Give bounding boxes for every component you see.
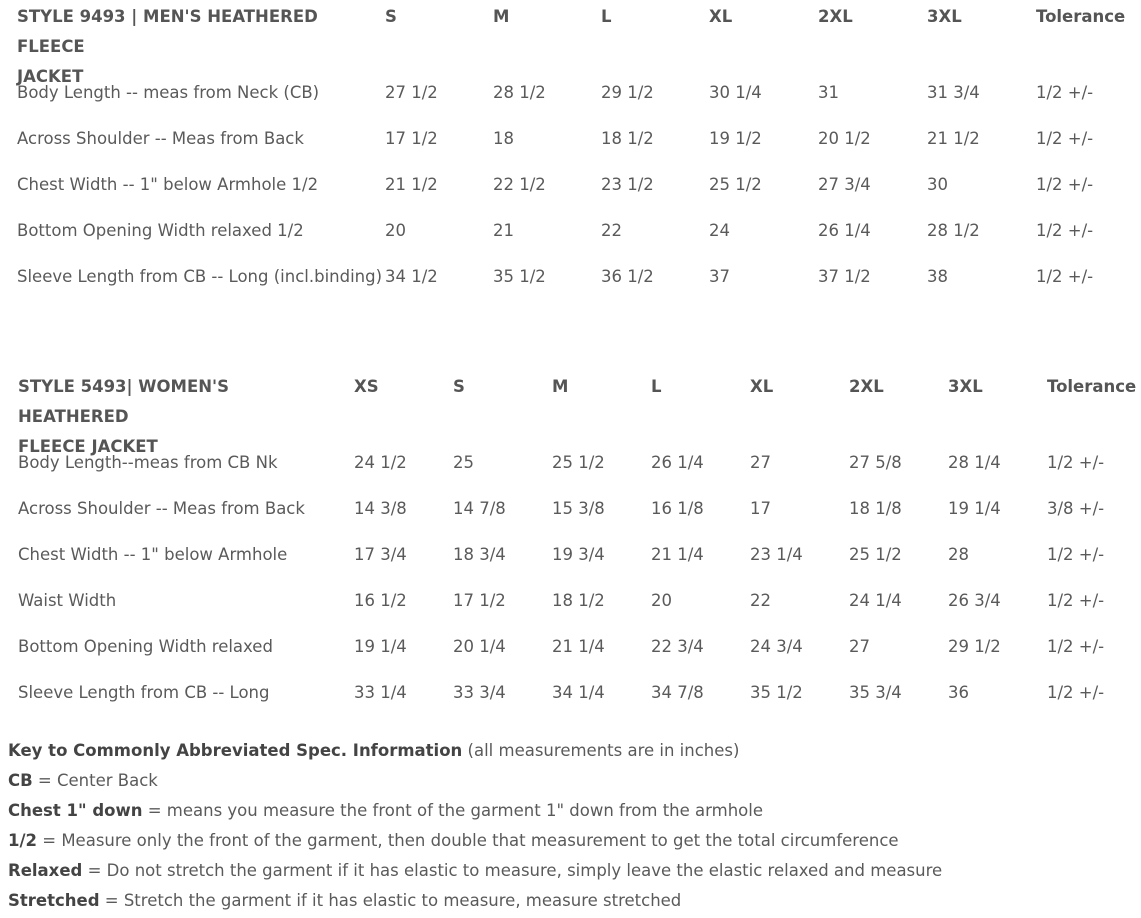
table-cell: 34 1/2 xyxy=(385,267,438,286)
table-cell: 20 xyxy=(385,221,406,240)
table-cell: 33 1/4 xyxy=(354,683,407,702)
table-cell: 38 xyxy=(927,267,948,286)
table-cell: 28 1/2 xyxy=(493,83,546,102)
table-cell: 34 7/8 xyxy=(651,683,704,702)
table-cell: 1/2 +/- xyxy=(1047,545,1105,564)
column-header: S xyxy=(385,7,397,26)
table-cell: 3/8 +/- xyxy=(1047,499,1105,518)
column-header: M xyxy=(493,7,510,26)
table-cell: 29 1/2 xyxy=(601,83,654,102)
table-cell: 17 xyxy=(750,499,771,518)
table-cell: 36 1/2 xyxy=(601,267,654,286)
column-header: XS xyxy=(354,377,379,396)
table-cell: 1/2 +/- xyxy=(1036,83,1094,102)
column-header: 2XL xyxy=(849,377,884,396)
table-cell: 1/2 +/- xyxy=(1047,637,1105,656)
key-item: Chest 1" down = means you measure the front of the garment 1" down from the armhole xyxy=(8,801,763,820)
table-cell: 26 3/4 xyxy=(948,591,1001,610)
table-cell: 1/2 +/- xyxy=(1036,175,1094,194)
table-cell: 21 xyxy=(493,221,514,240)
table-cell: 27 5/8 xyxy=(849,453,902,472)
column-header: 2XL xyxy=(818,7,853,26)
table-cell: 34 1/4 xyxy=(552,683,605,702)
table-cell: 26 1/4 xyxy=(651,453,704,472)
table-cell: 25 xyxy=(453,453,474,472)
column-header: XL xyxy=(709,7,733,26)
table-cell: 22 xyxy=(601,221,622,240)
table-cell: 1/2 +/- xyxy=(1036,129,1094,148)
table-cell: 25 1/2 xyxy=(552,453,605,472)
table-cell: 17 1/2 xyxy=(453,591,506,610)
table-cell: 20 1/4 xyxy=(453,637,506,656)
table-cell: 24 3/4 xyxy=(750,637,803,656)
table-cell: 1/2 +/- xyxy=(1047,683,1105,702)
table-cell: 18 1/2 xyxy=(601,129,654,148)
table-cell: 31 3/4 xyxy=(927,83,980,102)
row-label: Chest Width -- 1" below Armhole 1/2 xyxy=(17,175,319,194)
row-label: Waist Width xyxy=(18,591,117,610)
table-cell: 18 1/2 xyxy=(552,591,605,610)
table-cell: 31 xyxy=(818,83,839,102)
row-label: Across Shoulder -- Meas from Back xyxy=(17,129,304,148)
column-header: S xyxy=(453,377,465,396)
table-cell: 22 1/2 xyxy=(493,175,546,194)
table-cell: 24 1/2 xyxy=(354,453,407,472)
table-cell: 27 1/2 xyxy=(385,83,438,102)
table-cell: 37 1/2 xyxy=(818,267,871,286)
column-header: M xyxy=(552,377,569,396)
table-cell: 20 xyxy=(651,591,672,610)
column-header: XL xyxy=(750,377,774,396)
table-cell: 21 1/2 xyxy=(385,175,438,194)
table-cell: 20 1/2 xyxy=(818,129,871,148)
table-cell: 29 1/2 xyxy=(948,637,1001,656)
table-cell: 28 1/2 xyxy=(927,221,980,240)
table-cell: 25 1/2 xyxy=(709,175,762,194)
table-cell: 1/2 +/- xyxy=(1047,453,1105,472)
table-cell: 17 1/2 xyxy=(385,129,438,148)
key-item: Relaxed = Do not stretch the garment if it has elastic to measure, simply leave the elastic relaxed and measure xyxy=(8,861,943,880)
row-label: Bottom Opening Width relaxed 1/2 xyxy=(17,221,304,240)
key-heading: Key to Commonly Abbreviated Spec. Information xyxy=(8,741,463,760)
table-cell: 27 xyxy=(849,637,870,656)
table-cell: 14 3/8 xyxy=(354,499,407,518)
table-cell: 30 xyxy=(927,175,948,194)
row-label: Body Length -- meas from Neck (CB) xyxy=(17,83,320,102)
table-cell: 19 1/4 xyxy=(354,637,407,656)
table-cell: 30 1/4 xyxy=(709,83,762,102)
table-cell: 15 3/8 xyxy=(552,499,605,518)
table-cell: 19 3/4 xyxy=(552,545,605,564)
row-label: Body Length--meas from CB Nk xyxy=(18,453,278,472)
table-cell: 35 1/2 xyxy=(750,683,803,702)
table-cell: 24 1/4 xyxy=(849,591,902,610)
table-cell: 16 1/8 xyxy=(651,499,704,518)
key-heading-line xyxy=(8,736,942,766)
table-cell: 21 1/4 xyxy=(651,545,704,564)
table-cell: 19 1/4 xyxy=(948,499,1001,518)
mens-table-title: STYLE 9493 | MEN'S HEATHERED FLEECE JACKET xyxy=(17,7,318,86)
table-cell: 18 3/4 xyxy=(453,545,506,564)
row-label: Bottom Opening Width relaxed xyxy=(18,637,273,656)
table-cell: 1/2 +/- xyxy=(1036,221,1094,240)
table-cell: 24 xyxy=(709,221,730,240)
key-item: Stretched = Stretch the garment if it has elastic to measure, measure stretched xyxy=(8,891,682,910)
key-item: CB = Center Back xyxy=(8,771,158,790)
table-cell: 28 1/4 xyxy=(948,453,1001,472)
table-cell: 18 1/8 xyxy=(849,499,902,518)
table-cell: 27 3/4 xyxy=(818,175,871,194)
table-cell: 19 1/2 xyxy=(709,129,762,148)
table-cell: 25 1/2 xyxy=(849,545,902,564)
table-cell: 27 xyxy=(750,453,771,472)
table-cell: 17 3/4 xyxy=(354,545,407,564)
table-cell: 14 7/8 xyxy=(453,499,506,518)
table-cell: 21 1/4 xyxy=(552,637,605,656)
column-header: Tolerance xyxy=(1036,7,1126,26)
table-cell: 33 3/4 xyxy=(453,683,506,702)
table-cell: 37 xyxy=(709,267,730,286)
table-cell: 22 3/4 xyxy=(651,637,704,656)
table-cell: 23 1/2 xyxy=(601,175,654,194)
key-note: (all measurements are in inches) xyxy=(462,741,740,760)
table-cell: 35 1/2 xyxy=(493,267,546,286)
table-cell: 26 1/4 xyxy=(818,221,871,240)
table-cell: 16 1/2 xyxy=(354,591,407,610)
key-item: 1/2 = Measure only the front of the garment, then double that measurement to get the total circumference xyxy=(8,831,899,850)
row-label: Chest Width -- 1" below Armhole xyxy=(18,545,288,564)
row-label: Sleeve Length from CB -- Long (incl.binding) xyxy=(17,267,383,286)
table-cell: 18 xyxy=(493,129,514,148)
spec-key xyxy=(8,736,942,916)
column-header: L xyxy=(651,377,662,396)
table-cell: 36 xyxy=(948,683,969,702)
table-cell: 22 xyxy=(750,591,771,610)
column-header: L xyxy=(601,7,612,26)
column-header: 3XL xyxy=(948,377,983,396)
table-cell: 28 xyxy=(948,545,969,564)
table-cell: 21 1/2 xyxy=(927,129,980,148)
table-cell: 1/2 +/- xyxy=(1047,591,1105,610)
row-label: Sleeve Length from CB -- Long xyxy=(18,683,270,702)
column-header: 3XL xyxy=(927,7,962,26)
row-label: Across Shoulder -- Meas from Back xyxy=(18,499,305,518)
table-cell: 35 3/4 xyxy=(849,683,902,702)
table-cell: 1/2 +/- xyxy=(1036,267,1094,286)
table-cell: 23 1/4 xyxy=(750,545,803,564)
womens-table-title: STYLE 5493| WOMEN'S HEATHERED FLEECE JACKET xyxy=(18,377,229,456)
column-header: Tolerance xyxy=(1047,377,1137,396)
